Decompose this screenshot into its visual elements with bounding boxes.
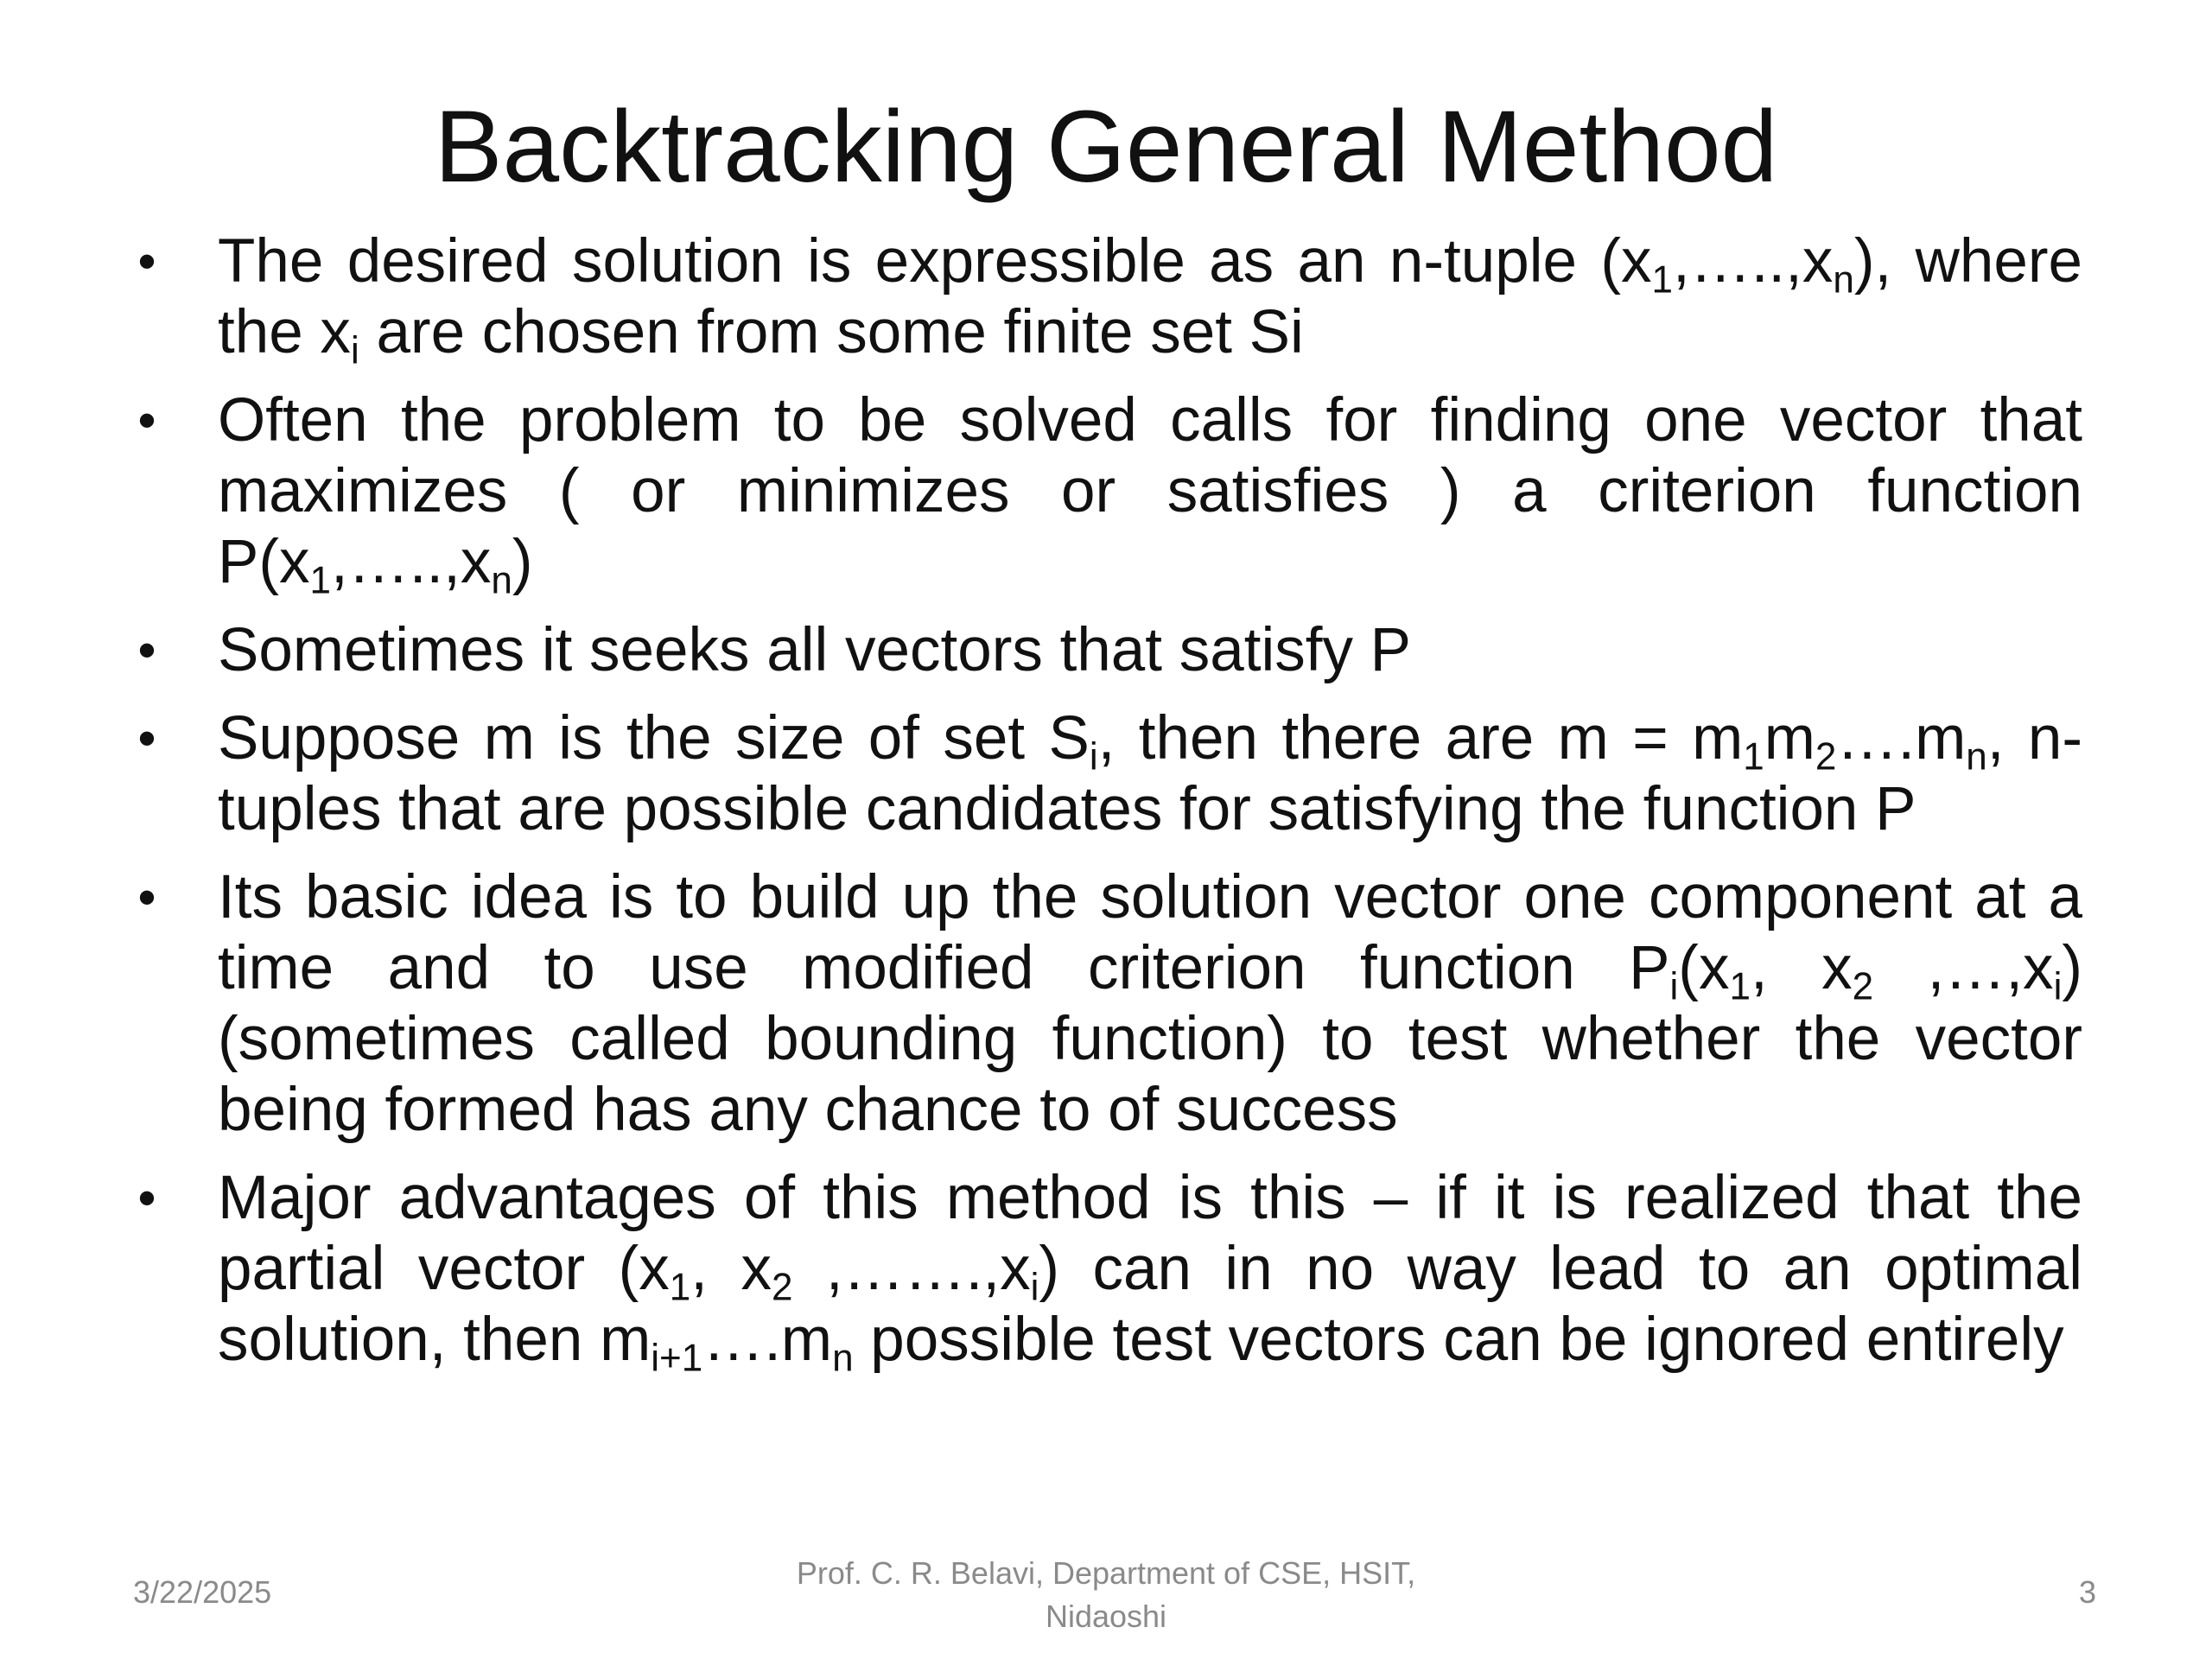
- bullet-item: [130, 226, 2082, 372]
- bullet-item: [130, 615, 2082, 686]
- subscript: 2: [771, 1266, 793, 1309]
- subscript: 1: [669, 1266, 691, 1309]
- subscript: 1: [309, 559, 331, 602]
- subscript: i: [2053, 965, 2063, 1008]
- bullet-text: [218, 386, 2082, 602]
- footer-author-line-2: Nidaoshi: [1045, 1599, 1167, 1634]
- footer-date: 3/22/2025: [133, 1574, 272, 1610]
- subscript: 1: [1743, 735, 1764, 779]
- subscript: n: [1833, 258, 1854, 302]
- slide-title: Backtracking General Method: [434, 90, 1778, 204]
- bullet-text-run: , x: [690, 1235, 772, 1303]
- subscript: 1: [1651, 258, 1673, 302]
- bullet-item: [130, 703, 2082, 845]
- bullet-text-run: ,…,x: [1873, 934, 2054, 1002]
- bullet-text: [218, 863, 2082, 1144]
- bullet-item: [130, 862, 2082, 1146]
- subscript: n: [1966, 735, 1987, 779]
- subscript: i: [1030, 1266, 1039, 1309]
- bullet-text-run: m: [1764, 704, 1815, 772]
- subscript: i: [350, 329, 359, 372]
- footer-page-number: 3: [2078, 1574, 2096, 1610]
- bullet-text-run: ,…….,x: [792, 1235, 1031, 1303]
- bullet-text-run: ): [512, 528, 533, 596]
- bullet-text-run: are chosen from some finite set Si: [359, 298, 1304, 366]
- footer-author: [674, 1552, 1538, 1638]
- bullet-text-run: ,…..,x: [1672, 227, 1834, 296]
- bullet-text-run: (x: [1678, 934, 1730, 1002]
- bullet-text-run: Often the problem to be solved calls for finding one vector that maximizes ( or minimizes or satisfies ) a criterion function P(x: [218, 386, 2082, 596]
- bullet-dot: •: [137, 709, 156, 767]
- bullet-list: [130, 226, 2082, 1393]
- bullet-text-run: Sometimes it seeks all vectors that satisfy P: [218, 616, 1412, 684]
- bullet-text: [218, 1164, 2082, 1380]
- subscript: i+1: [651, 1337, 703, 1380]
- bullet-text-run: , then there are m = m: [1097, 704, 1744, 772]
- bullet-item: [130, 1163, 2082, 1380]
- bullet-dot: •: [137, 391, 156, 449]
- bullet-dot: •: [137, 621, 156, 679]
- bullet-dot: •: [137, 1169, 156, 1227]
- bullet-text-run: ), where the x: [218, 227, 2082, 366]
- bullet-text-run: ….m: [702, 1306, 833, 1374]
- subscript: n: [832, 1337, 854, 1380]
- bullet-text-run: , x: [1750, 934, 1853, 1002]
- subscript: 2: [1815, 735, 1837, 779]
- bullet-dot: •: [137, 868, 156, 926]
- bullet-text-run: ) (sometimes called bounding function) to test whether the vector being formed has any chance to of success: [218, 934, 2082, 1144]
- bullet-text-run: ,…..,x: [330, 528, 492, 596]
- bullet-text: [218, 704, 2082, 843]
- bullet-text-run: ) can in no way lead to an optimal solution, then m: [218, 1235, 2082, 1374]
- bullet-dot: •: [137, 232, 156, 290]
- bullet-text: [218, 616, 1411, 684]
- bullet-text: [218, 227, 2082, 372]
- bullet-text-run: Its basic idea is to build up the solution vector one component at a time and to use modified criterion function P: [218, 863, 2082, 1002]
- footer-author-line-1: Prof. C. R. Belavi, Department of CSE, HSIT,: [796, 1555, 1416, 1591]
- subscript: 2: [1852, 965, 1874, 1008]
- bullet-text-run: The desired solution is expressible as an n-tuple (x: [218, 227, 1652, 296]
- bullet-item: [130, 385, 2082, 602]
- subscript: 1: [1729, 965, 1751, 1008]
- bullet-text-run: possible test vectors can be ignored entirely: [853, 1306, 2064, 1374]
- bullet-text-run: Major advantages of this method is this – if it is realized that the partial vector (x: [218, 1164, 2082, 1303]
- subscript: i: [1669, 965, 1679, 1008]
- subscript: n: [491, 559, 512, 602]
- bullet-text-run: , n-tuples that are possible candidates for satisfying the function P: [218, 704, 2082, 843]
- subscript: i: [1089, 735, 1098, 779]
- bullet-text-run: ….m: [1836, 704, 1967, 772]
- bullet-text-run: Suppose m is the size of set S: [218, 704, 1090, 772]
